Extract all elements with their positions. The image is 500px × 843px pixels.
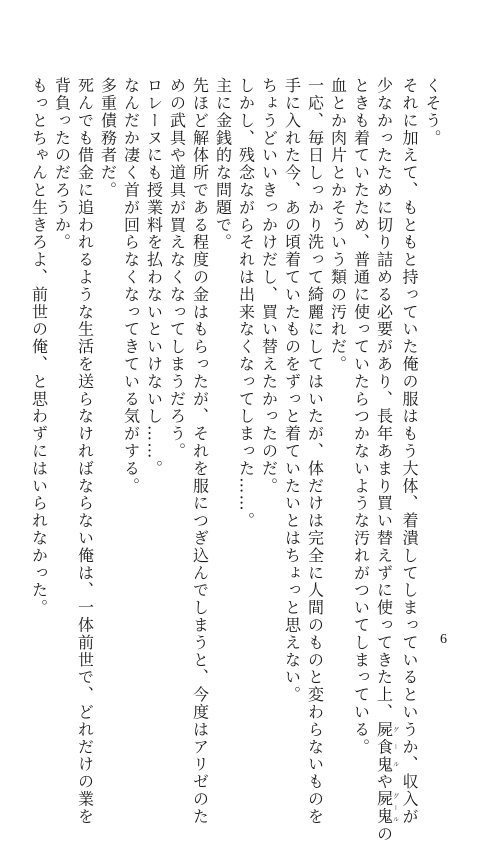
ruby-reading: グール	[391, 720, 399, 773]
ruby-base: 屍食鬼	[374, 720, 394, 774]
text-line: 死んでも借金に追われるような生活を送らなければならない俺は、一体前世で、どれだけの業を	[75, 77, 95, 826]
text-line: ときも着ていたため、普通に使っていたらつかないような汚れがついてしまっている。	[351, 77, 371, 756]
text-line: ちょうどいいきっかけだし、買い替えたかったのだ。	[259, 77, 279, 495]
text-line: くそう。	[423, 77, 442, 147]
ruby-word	[374, 790, 399, 826]
text-line: しかし、残念ながらそれは出来なくなってしまった……。	[236, 77, 256, 530]
page-number: 6	[440, 632, 447, 647]
text-line: ロレーヌにも授業料を払わないといけないし……。	[144, 77, 164, 478]
text-line: めの武具や道具が買えなくなってしまうだろう。	[167, 77, 187, 460]
text-line: なんだか凄く首が回らなくなってきている気がする。	[121, 77, 141, 495]
text-line: もっとちゃんと生きろよ、前世の俺、と思わずにはいられなかった。	[29, 77, 49, 617]
ruby-word	[374, 720, 399, 774]
text-line: 多重債務者だ。	[98, 77, 118, 199]
text-line: 血とか肉片とかそういう類の汚れだ。	[328, 77, 348, 373]
text-line: 先ほど解体所である程度の金はもらったが、それを服につぎ込んでしまうと、今度はアリゼのた	[190, 77, 210, 826]
text-segment: や	[374, 773, 394, 791]
body-text	[28, 77, 445, 843]
text-line-with-ruby	[373, 77, 399, 843]
text-line: 一応、毎日しっかり洗って綺麗にしてはいたが、体だけは完全に人間のものと変わらないものを	[305, 77, 325, 826]
ruby-reading: グール	[391, 790, 399, 826]
text-line: 背負ったのだろうか。	[52, 77, 72, 251]
text-segment: 少なかったために切り詰める必要があり、長年あまり買い替えずに使ってきた上、	[374, 77, 394, 721]
text-segment: の	[374, 825, 394, 843]
ruby-base: 屍鬼	[374, 790, 394, 826]
text-line: 手に入れた今、あの頃着ていたものをずっと着ていたいとはちょっと思えない。	[282, 77, 302, 704]
text-line: それに加えて、もともと持っていた俺の服はもう大体、着潰してしまっているというか、収入が	[400, 77, 419, 826]
text-line: 主に金銭的な問題で。	[213, 77, 233, 251]
